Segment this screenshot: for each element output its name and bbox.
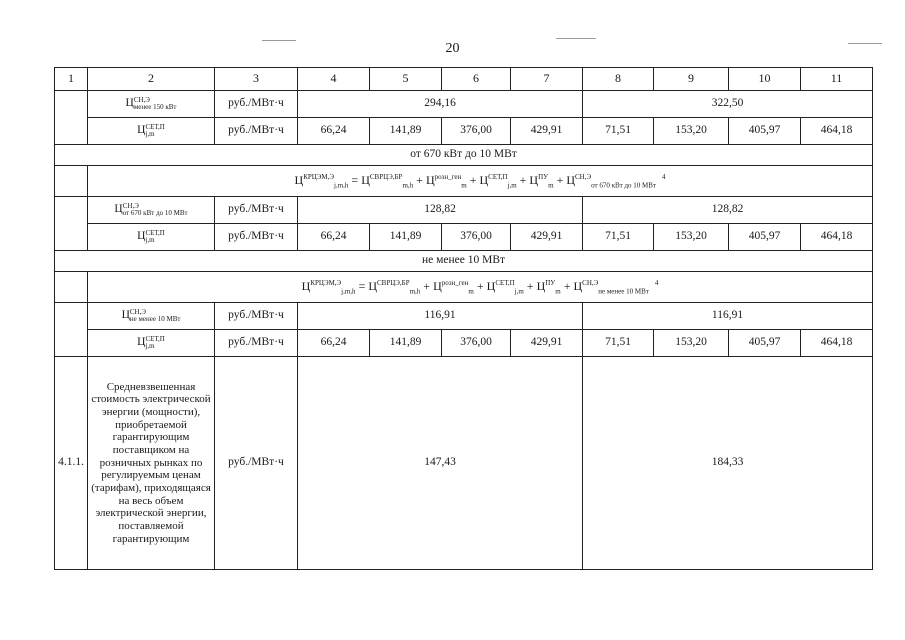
value-cell: 294,16 — [298, 91, 583, 118]
value-cell: 128,82 — [298, 197, 583, 224]
footnote-marker: 4 — [661, 172, 666, 181]
table-row — [55, 118, 873, 145]
unit-cell: руб./МВт·ч — [215, 224, 298, 251]
table-header-row — [55, 68, 873, 91]
value-cell: 71,51 — [583, 330, 654, 357]
value-cell: 405,97 — [729, 330, 801, 357]
item-number-cell-empty — [55, 197, 88, 251]
header-cell: 3 — [215, 68, 298, 91]
value-cell: 153,20 — [654, 224, 729, 251]
indicator-symbol: Ц СЕТ,П j,m — [88, 224, 215, 251]
value-cell: 376,00 — [442, 224, 511, 251]
item-description: Средневзвешенная стоимость электрической энергии (мощности), приобретаемой гарантирующим поставщиком на розничных рынках по регулируемым ценам (тарифам), приходящаяся на весь объем электрической энергии, поставляемой гарантирующим — [88, 357, 215, 570]
section-title: от 670 кВт до 10 МВт — [55, 145, 873, 166]
scan-speck — [556, 38, 596, 39]
item-number-cell-empty — [55, 303, 88, 357]
value-cell: 66,24 — [298, 330, 370, 357]
unit-cell: руб./МВт·ч — [215, 91, 298, 118]
value-cell: 429,91 — [511, 118, 583, 145]
value-cell: 141,89 — [370, 118, 442, 145]
indicator-symbol: Ц СН,Э от 670 кВт до 10 МВт — [88, 197, 215, 224]
unit-cell: руб./МВт·ч — [215, 197, 298, 224]
formula-indent-cell — [55, 166, 88, 197]
table-row — [55, 224, 873, 251]
indicator-symbol: Ц СЕТ,П j,m — [88, 118, 215, 145]
table-row — [55, 197, 873, 224]
value-cell: 429,91 — [511, 330, 583, 357]
value-cell: 66,24 — [298, 224, 370, 251]
table-row — [55, 357, 873, 570]
unit-cell: руб./МВт·ч — [215, 303, 298, 330]
header-cell: 1 — [55, 68, 88, 91]
value-cell: 322,50 — [583, 91, 873, 118]
value-cell: 376,00 — [442, 118, 511, 145]
value-cell: 71,51 — [583, 118, 654, 145]
header-cell: 5 — [370, 68, 442, 91]
section-row — [55, 145, 873, 166]
value-cell: 128,82 — [583, 197, 873, 224]
formula-cell: $Ц^{КРЦЭМ,Э}_{j,m,h} = Ц^{СВРЦЭ,БР}_{m,h} + Ц^{розн\_ген}_m + Ц^{СЕТ,П}_{j,m} + Ц^{ПУ}_m + Ц^{СН,Э}_{не менее 10 МВт}^4$ — [88, 272, 873, 303]
table-row — [55, 330, 873, 357]
value-cell: 116,91 — [583, 303, 873, 330]
table-row — [55, 303, 873, 330]
indicator-symbol: Ц СН,Э не менее 10 МВт — [88, 303, 215, 330]
value-cell: 429,91 — [511, 224, 583, 251]
formula-indent-cell — [55, 272, 88, 303]
value-cell: 464,18 — [801, 224, 873, 251]
indicator-symbol: Ц СЕТ,П j,m — [88, 330, 215, 357]
section-row — [55, 251, 873, 272]
value-cell: 147,43 — [298, 357, 583, 570]
header-cell: 9 — [654, 68, 729, 91]
formula-cell: $Ц^{КРЦЭМ,Э}_{j,m,h} = Ц^{СВРЦЭ,БР}_{m,h} + Ц^{розн\_ген}_m + Ц^{СЕТ,П}_{j,m} + Ц^{ПУ}_m + Ц^{СН,Э}_{от 670 кВт до 10 МВт}^4$ — [88, 166, 873, 197]
value-cell: 184,33 — [583, 357, 873, 570]
scan-speck — [848, 43, 882, 44]
header-cell: 4 — [298, 68, 370, 91]
header-cell: 11 — [801, 68, 873, 91]
tariff-table — [54, 67, 873, 570]
footnote-marker: 4 — [654, 278, 659, 287]
unit-cell: руб./МВт·ч — [215, 118, 298, 145]
indicator-symbol: Ц СН,Э менее 150 кВт — [88, 91, 215, 118]
header-cell: 8 — [583, 68, 654, 91]
item-number: 4.1.1. — [55, 357, 88, 570]
formula-row — [55, 166, 873, 197]
value-cell: 464,18 — [801, 118, 873, 145]
header-cell: 2 — [88, 68, 215, 91]
formula-row — [55, 272, 873, 303]
value-cell: 405,97 — [729, 118, 801, 145]
value-cell: 464,18 — [801, 330, 873, 357]
value-cell: 376,00 — [442, 330, 511, 357]
header-cell: 10 — [729, 68, 801, 91]
header-cell: 6 — [442, 68, 511, 91]
table-row — [55, 91, 873, 118]
header-cell: 7 — [511, 68, 583, 91]
value-cell: 71,51 — [583, 224, 654, 251]
section-title: не менее 10 МВт — [55, 251, 873, 272]
page-number: 20 — [445, 41, 460, 56]
value-cell: 405,97 — [729, 224, 801, 251]
value-cell: 153,20 — [654, 330, 729, 357]
value-cell: 141,89 — [370, 224, 442, 251]
item-number-cell-empty — [55, 91, 88, 145]
unit-cell: руб./МВт·ч — [215, 357, 298, 570]
value-cell: 66,24 — [298, 118, 370, 145]
value-cell: 153,20 — [654, 118, 729, 145]
scan-speck — [262, 40, 296, 41]
value-cell: 116,91 — [298, 303, 583, 330]
unit-cell: руб./МВт·ч — [215, 330, 298, 357]
value-cell: 141,89 — [370, 330, 442, 357]
